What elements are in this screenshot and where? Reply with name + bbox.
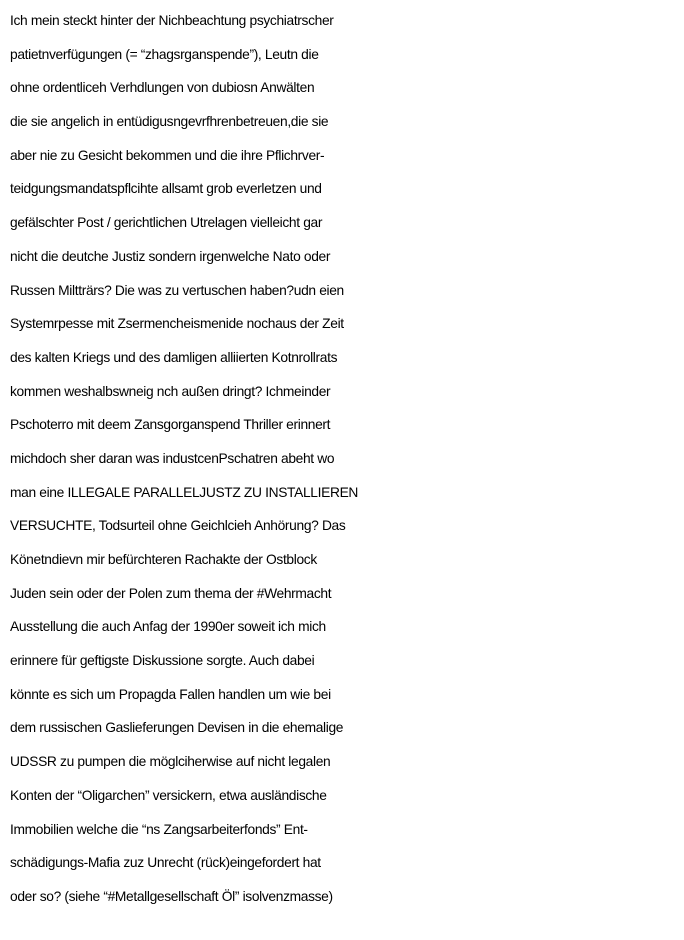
text-line-6: teidgungsmandatspflcihte allsamt grob everletzen und — [10, 181, 322, 197]
text-line-17: Könetndievn mir befürchteren Rachakte der Ostblock — [10, 552, 317, 567]
document-text-block — [10, 4, 682, 914]
text-line-19: Ausstellung die auch Anfag der 1990er soweit ich mich — [10, 619, 326, 635]
text-line-2: patietnverfügungen (= “zhagsrganspende”), Leutn die — [10, 46, 319, 62]
text-line-20: erinnere für geftigste Diskussione sorgte. Auch dabei — [10, 653, 315, 669]
text-line-22: dem russischen Gaslieferungen Devisen in die ehemalige — [10, 720, 344, 736]
text-line-7: gefälschter Post / gerichtlichen Utrelagen vielleicht gar — [10, 215, 323, 231]
text-line-12: kommen weshalbswneig nch außen dringt? Ichmeinder — [10, 383, 331, 399]
text-line-15: man eine ILLEGALE PARALLELJUSTZ ZU INSTALLIEREN — [10, 484, 359, 500]
text-line-10: Systemrpesse mit Zsermencheismenide nochaus der Zeit — [10, 316, 344, 332]
text-line-11: des kalten Kriegs und des damligen alliierten Kotnrollrats — [10, 349, 338, 365]
text-line-9: Russen Miltträrs? Die was zu vertuschen haben?udn eien — [10, 282, 344, 298]
text-line-21: könnte es sich um Propagda Fallen handlen um wie bei — [10, 686, 331, 702]
text-line-3: ohne ordentliceh Verhdlungen von dubiosn Anwälten — [10, 80, 315, 96]
text-line-27: oder so? (siehe “#Metallgesellschaft Öl” isolvenzmasse) — [10, 888, 333, 904]
text-line-26: schädigungs-Mafia zuz Unrecht (rück)eingefordert hat — [10, 855, 321, 871]
text-line-14: michdoch sher daran was industcenPschatren abeht wo — [10, 450, 335, 466]
text-line-1: Ich mein steckt hinter der Nichbeachtung psychiatrscher — [10, 13, 334, 28]
text-line-5: aber nie zu Gesicht bekommen und die ihre Pflichrver- — [10, 147, 325, 163]
text-line-16: VERSUCHTE, Todsurteil ohne Geichlcieh Anhörung? Das — [10, 518, 346, 534]
text-line-8: nicht die deutche Justiz sondern irgenwelche Nato oder — [10, 248, 331, 264]
text-line-24: Konten der “Oligarchen” versickern, etwa ausländische — [10, 787, 327, 803]
text-line-18: Juden sein oder der Polen zum thema der #Wehrmacht — [10, 585, 332, 601]
text-line-13: Pschoterro mit deem Zansgorganspend Thriller erinnert — [10, 417, 331, 433]
text-line-4: die sie angelich in entüdigusngevrfhrenbetreuen,die sie — [10, 114, 329, 130]
text-line-25: Immobilien welche die “ns Zangsarbeiterfonds” Ent- — [10, 821, 308, 837]
text-line-23: UDSSR zu pumpen die möglciherwise auf nicht legalen — [10, 754, 331, 770]
